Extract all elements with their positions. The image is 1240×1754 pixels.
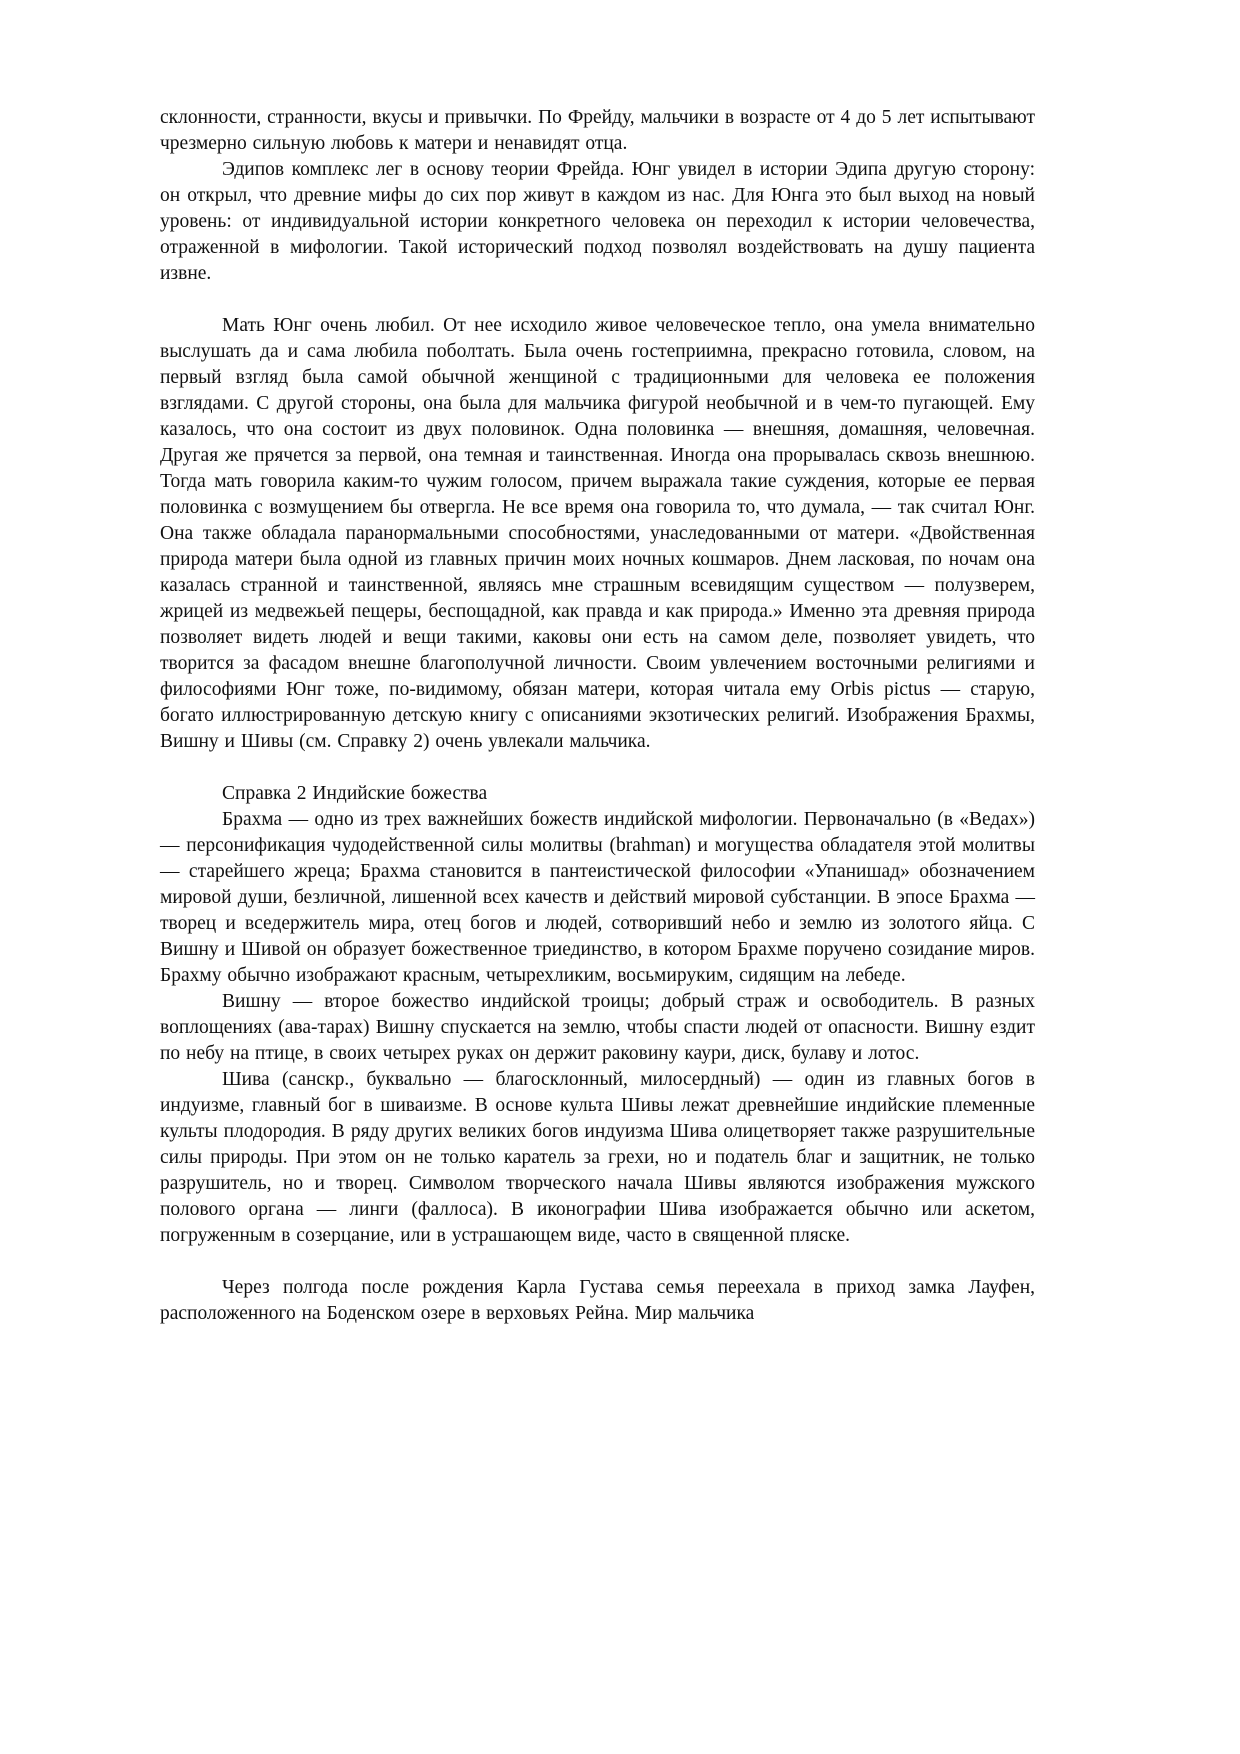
paragraph-brahma: Брахма — одно из трех важнейших божеств индийской мифологии. Первоначально (в «Ведах») — персонификация чудодейственной силы молитвы (brahman) и могущества обладателя этой молитвы — старейшего жреца; Брахма становится в пантеистической философии «Упанишад» обозначением мировой души, безличной, лишенной всех качеств и действий мировой субстанции. В эпосе Брахма — творец и вседержитель мира, отец богов и людей, сотворивший небо и землю из золотого яйца. С Вишну и Шивой он образует божественное триединство, в котором Брахме поручено созидание миров. Брахму обычно изображают красным, четырехликим, восьмируким, сидящим на лебеде. — [160, 809, 1035, 986]
paragraph-oedipus: Эдипов комплекс лег в основу теории Фрейда. Юнг увидел в истории Эдипа другую сторону: он открыл, что древние мифы до сих пор живут в каждом из нас. Для Юнга это был выход на новый уровень: от индивидуальной истории конкретного человека он переходил к истории человечества, отраженной в мифологии. Такой исторический подход позволял воздействовать на душу пациента извне. — [160, 159, 1035, 284]
paragraph-laufen: Через полгода после рождения Карла Густава семья переехала в приход замка Лауфен, расположенного на Боденском озере в верховьях Рейна. Мир мальчика — [160, 1277, 1035, 1324]
paragraph-mother: Мать Юнг очень любил. От нее исходило живое человеческое тепло, она умела внимательно выслушать да и сама любила поболтать. Была очень гостеприимна, прекрасно готовила, словом, на первый взгляд была самой обычной женщиной с традиционными для человека ее положения взглядами. С другой стороны, она была для мальчика фигурой необычной и в чем-то пугающей. Ему казалось, что она состоит из двух половинок. Одна половинка — внешняя, домашняя, человечная. Другая же прячется за первой, она темная и таинственная. Иногда она прорывалась сквозь внешнюю. Тогда мать говорила каким-то чужим голосом, причем выражала такие суждения, которые ее первая половинка с возмущением бы отвергла. Не все время она говорила то, что думала, — так считал Юнг. Она также обладала паранормальными способностями, унаследованными от матери. «Двойственная природа матери была одной из главных причин моих ночных кошмаров. Днем ласковая, по ночам она казалась странной и таинственной, являясь мне страшным всевидящим существом — полузверем, жрицей из медвежьей пещеры, беспощадной, как правда и как природа.» Именно эта древняя природа позволяет видеть людей и вещи такими, каковы они есть на самом деле, позволяет увидеть, что творится за фасадом внешне благополучной личности. Своим увлечением восточными религиями и философиями Юнг тоже, по-видимому, обязан матери, которая читала ему Orbis pictus — старую, богато иллюстрированную детскую книгу с описаниями экзотических религий. Изображения Брахмы, Вишну и Шивы (см. Справку 2) очень увлекали мальчика. — [160, 315, 1035, 752]
paragraph-vishnu: Вишну — второе божество индийской троицы; добрый страж и освободитель. В разных воплощениях (ава-тарах) Вишну спускается на землю, чтобы спасти людей от опасности. Вишну ездит по небу на птице, в своих четырех руках он держит раковину каури, диск, булаву и лотос. — [160, 991, 1035, 1064]
reference-heading: Справка 2 Индийские божества — [222, 783, 488, 804]
paragraph-shiva: Шива (санскр., буквально — благосклонный, милосердный) — один из главных богов в индуизме, главный бог в шиваизме. В основе культа Шивы лежат древнейшие индийские племенные культы плодородия. В ряду других великих богов индуизма Шива олицетворяет также разрушительные силы природы. При этом он не только каратель за грехи, но и податель благ и защитник, не только разрушитель, но и творец. Символом творческого начала Шивы являются изображения мужского полового органа — линги (фаллоса). В иконографии Шива изображается обычно или аскетом, погруженным в созерцание, или в устрашающем виде, часто в священной пляске. — [160, 1069, 1035, 1246]
paragraph-continuation: склонности, странности, вкусы и привычки. По Фрейду, мальчики в возрасте от 4 до 5 лет испытывают чрезмерно сильную любовь к матери и ненавидят отца. — [160, 107, 1035, 154]
